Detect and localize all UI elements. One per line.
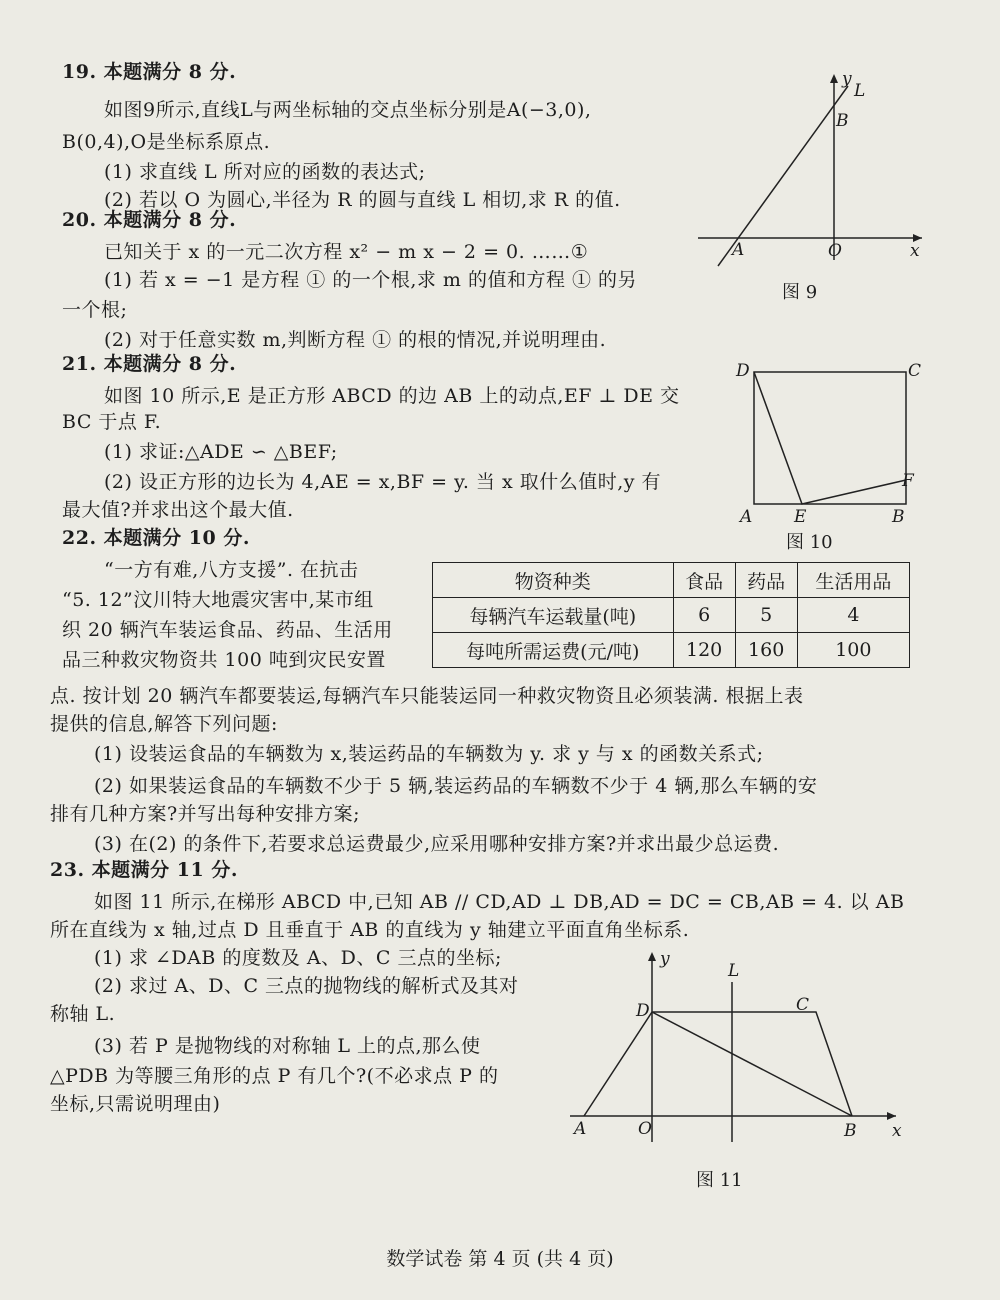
table-header: 食品	[673, 563, 735, 598]
table-header-row	[433, 563, 910, 598]
fig11-y-arrow	[648, 952, 656, 961]
q23-part-3a: (3) 若 P 是抛物线的对称轴 L 上的点,那么使	[94, 1035, 481, 1057]
q20-text-1: 已知关于 x 的一元二次方程 x² − m x − 2 = 0. ……①	[104, 241, 589, 263]
q21-text-2: BC 于点 F.	[62, 411, 162, 433]
fig10-label-f: F	[902, 471, 914, 491]
fig10-square	[754, 372, 906, 504]
table-cell: 120	[673, 633, 735, 668]
table-header: 物资种类	[433, 563, 674, 598]
figure-11	[560, 946, 910, 1146]
q21-part-2b: 最大值?并求出这个最大值.	[62, 499, 294, 521]
fig9-y-arrow	[830, 74, 838, 83]
fig10-label-d: D	[736, 361, 750, 381]
table-cell: 每吨所需运费(元/吨)	[433, 633, 674, 668]
supply-table	[432, 562, 910, 668]
table-row	[433, 633, 910, 668]
fig11-label-c: C	[796, 995, 810, 1015]
fig10-label-a: A	[740, 507, 753, 526]
q22-part-2a: (2) 如果装运食品的车辆数不少于 5 辆,装运药品的车辆数不少于 4 辆,那么车辆的安	[94, 775, 818, 797]
fig9-label-l: L	[854, 81, 866, 101]
q20-part-1a: (1) 若 x = −1 是方程 ① 的一个根,求 m 的值和方程 ① 的另	[104, 269, 638, 291]
q23-part-2a: (2) 求过 A、D、C 三点的抛物线的解析式及其对	[94, 975, 519, 997]
fig11-label-o: O	[638, 1119, 652, 1139]
fig11-label-x: x	[892, 1121, 902, 1141]
q22-text-5: 点. 按计划 20 辆汽车都要装运,每辆汽车只能装运同一种救灾物资且必须装满. 根据上表	[50, 685, 804, 707]
q22-text-2: “5. 12”汶川特大地震灾害中,某市组	[62, 589, 374, 611]
fig10-label-b: B	[892, 507, 905, 526]
q22-text-3: 织 20 辆汽车装运食品、药品、生活用	[62, 619, 393, 641]
q19-text-1: 如图9所示,直线L与两坐标轴的交点坐标分别是A(−3,0),	[104, 99, 592, 121]
fig9-line-l	[718, 86, 848, 266]
q22-title: 22. 本题满分 10 分.	[62, 527, 250, 549]
q21-title: 21. 本题满分 8 分.	[62, 353, 237, 375]
table-header: 药品	[735, 563, 797, 598]
q23-text-1: 如图 11 所示,在梯形 ABCD 中,已知 AB // CD,AD ⊥ DB,AD = DC = CB,AB = 4. 以 AB	[94, 891, 905, 913]
table-cell: 4	[797, 598, 909, 633]
table-cell: 6	[673, 598, 735, 633]
figure-9	[690, 70, 930, 270]
q22-text-4: 品三种救灾物资共 100 吨到灾民安置	[62, 649, 386, 671]
fig10-label-c: C	[908, 361, 922, 381]
q20-part-1b: 一个根;	[62, 299, 128, 321]
q20-title: 20. 本题满分 8 分.	[62, 209, 237, 231]
q20-part-2: (2) 对于任意实数 m,判断方程 ① 的根的情况,并说明理由.	[104, 329, 607, 351]
fig11-trapezoid	[584, 1012, 852, 1116]
table-row	[433, 598, 910, 633]
q21-part-2a: (2) 设正方形的边长为 4,AE = x,BF = y. 当 x 取什么值时,y 有	[104, 471, 662, 493]
fig9-label-y: y	[842, 70, 852, 89]
table-cell: 5	[735, 598, 797, 633]
figure-10	[730, 356, 930, 526]
fig10-label-e: E	[794, 507, 807, 526]
fig9-caption: 图 9	[782, 282, 818, 303]
q23-part-2b: 称轴 L.	[50, 1003, 116, 1025]
q19-title: 19. 本题满分 8 分.	[62, 61, 237, 83]
fig9-label-o: O	[828, 241, 842, 261]
fig11-label-b: B	[844, 1121, 857, 1141]
fig9-label-a: A	[732, 240, 745, 260]
q23-part-3c: 坐标,只需说明理由)	[50, 1093, 221, 1115]
q19-text-2: B(0,4),O是坐标系原点.	[62, 131, 271, 153]
q23-text-2: 所在直线为 x 轴,过点 D 且垂直于 AB 的直线为 y 轴建立平面直角坐标系.	[50, 919, 690, 941]
q23-title: 23. 本题满分 11 分.	[50, 859, 238, 881]
q19-part-1: (1) 求直线 L 所对应的函数的表达式;	[104, 161, 426, 183]
fig11-label-l: L	[728, 961, 740, 981]
q22-part-2b: 排有几种方案?并写出每种安排方案;	[50, 803, 361, 825]
fig9-label-b: B	[836, 111, 849, 131]
fig11-label-d: D	[636, 1001, 650, 1021]
q23-part-3b: △PDB 为等腰三角形的点 P 有几个?(不必求点 P 的	[50, 1065, 499, 1087]
q23-part-1: (1) 求 ∠DAB 的度数及 A、D、C 三点的坐标;	[94, 947, 502, 969]
fig11-label-y: y	[660, 949, 670, 969]
table-cell: 100	[797, 633, 909, 668]
q21-text-1: 如图 10 所示,E 是正方形 ABCD 的边 AB 上的动点,EF ⊥ DE 交	[104, 385, 680, 407]
fig9-label-x: x	[910, 241, 920, 261]
q21-part-1: (1) 求证:△ADE ∽ △BEF;	[104, 441, 338, 463]
fig11-x-arrow	[887, 1112, 896, 1120]
q19-part-2: (2) 若以 O 为圆心,半径为 R 的圆与直线 L 相切,求 R 的值.	[104, 189, 621, 211]
q22-part-1: (1) 设装运食品的车辆数为 x,装运药品的车辆数为 y. 求 y 与 x 的函数关系式;	[94, 743, 764, 765]
q22-part-3: (3) 在(2) 的条件下,若要求总运费最少,应采用哪种安排方案?并求出最少总运费.	[94, 833, 780, 855]
fig10-caption: 图 10	[786, 532, 833, 553]
q22-text-1: “一方有难,八方支援”. 在抗击	[104, 559, 359, 581]
page-footer: 数学试卷 第 4 页 (共 4 页)	[386, 1248, 614, 1270]
fig11-caption: 图 11	[696, 1170, 743, 1191]
table-header: 生活用品	[797, 563, 909, 598]
table-cell: 160	[735, 633, 797, 668]
fig11-label-a: A	[574, 1119, 587, 1139]
table-cell: 每辆汽车运载量(吨)	[433, 598, 674, 633]
q22-text-6: 提供的信息,解答下列问题:	[50, 713, 278, 735]
fig10-segments	[754, 372, 906, 504]
